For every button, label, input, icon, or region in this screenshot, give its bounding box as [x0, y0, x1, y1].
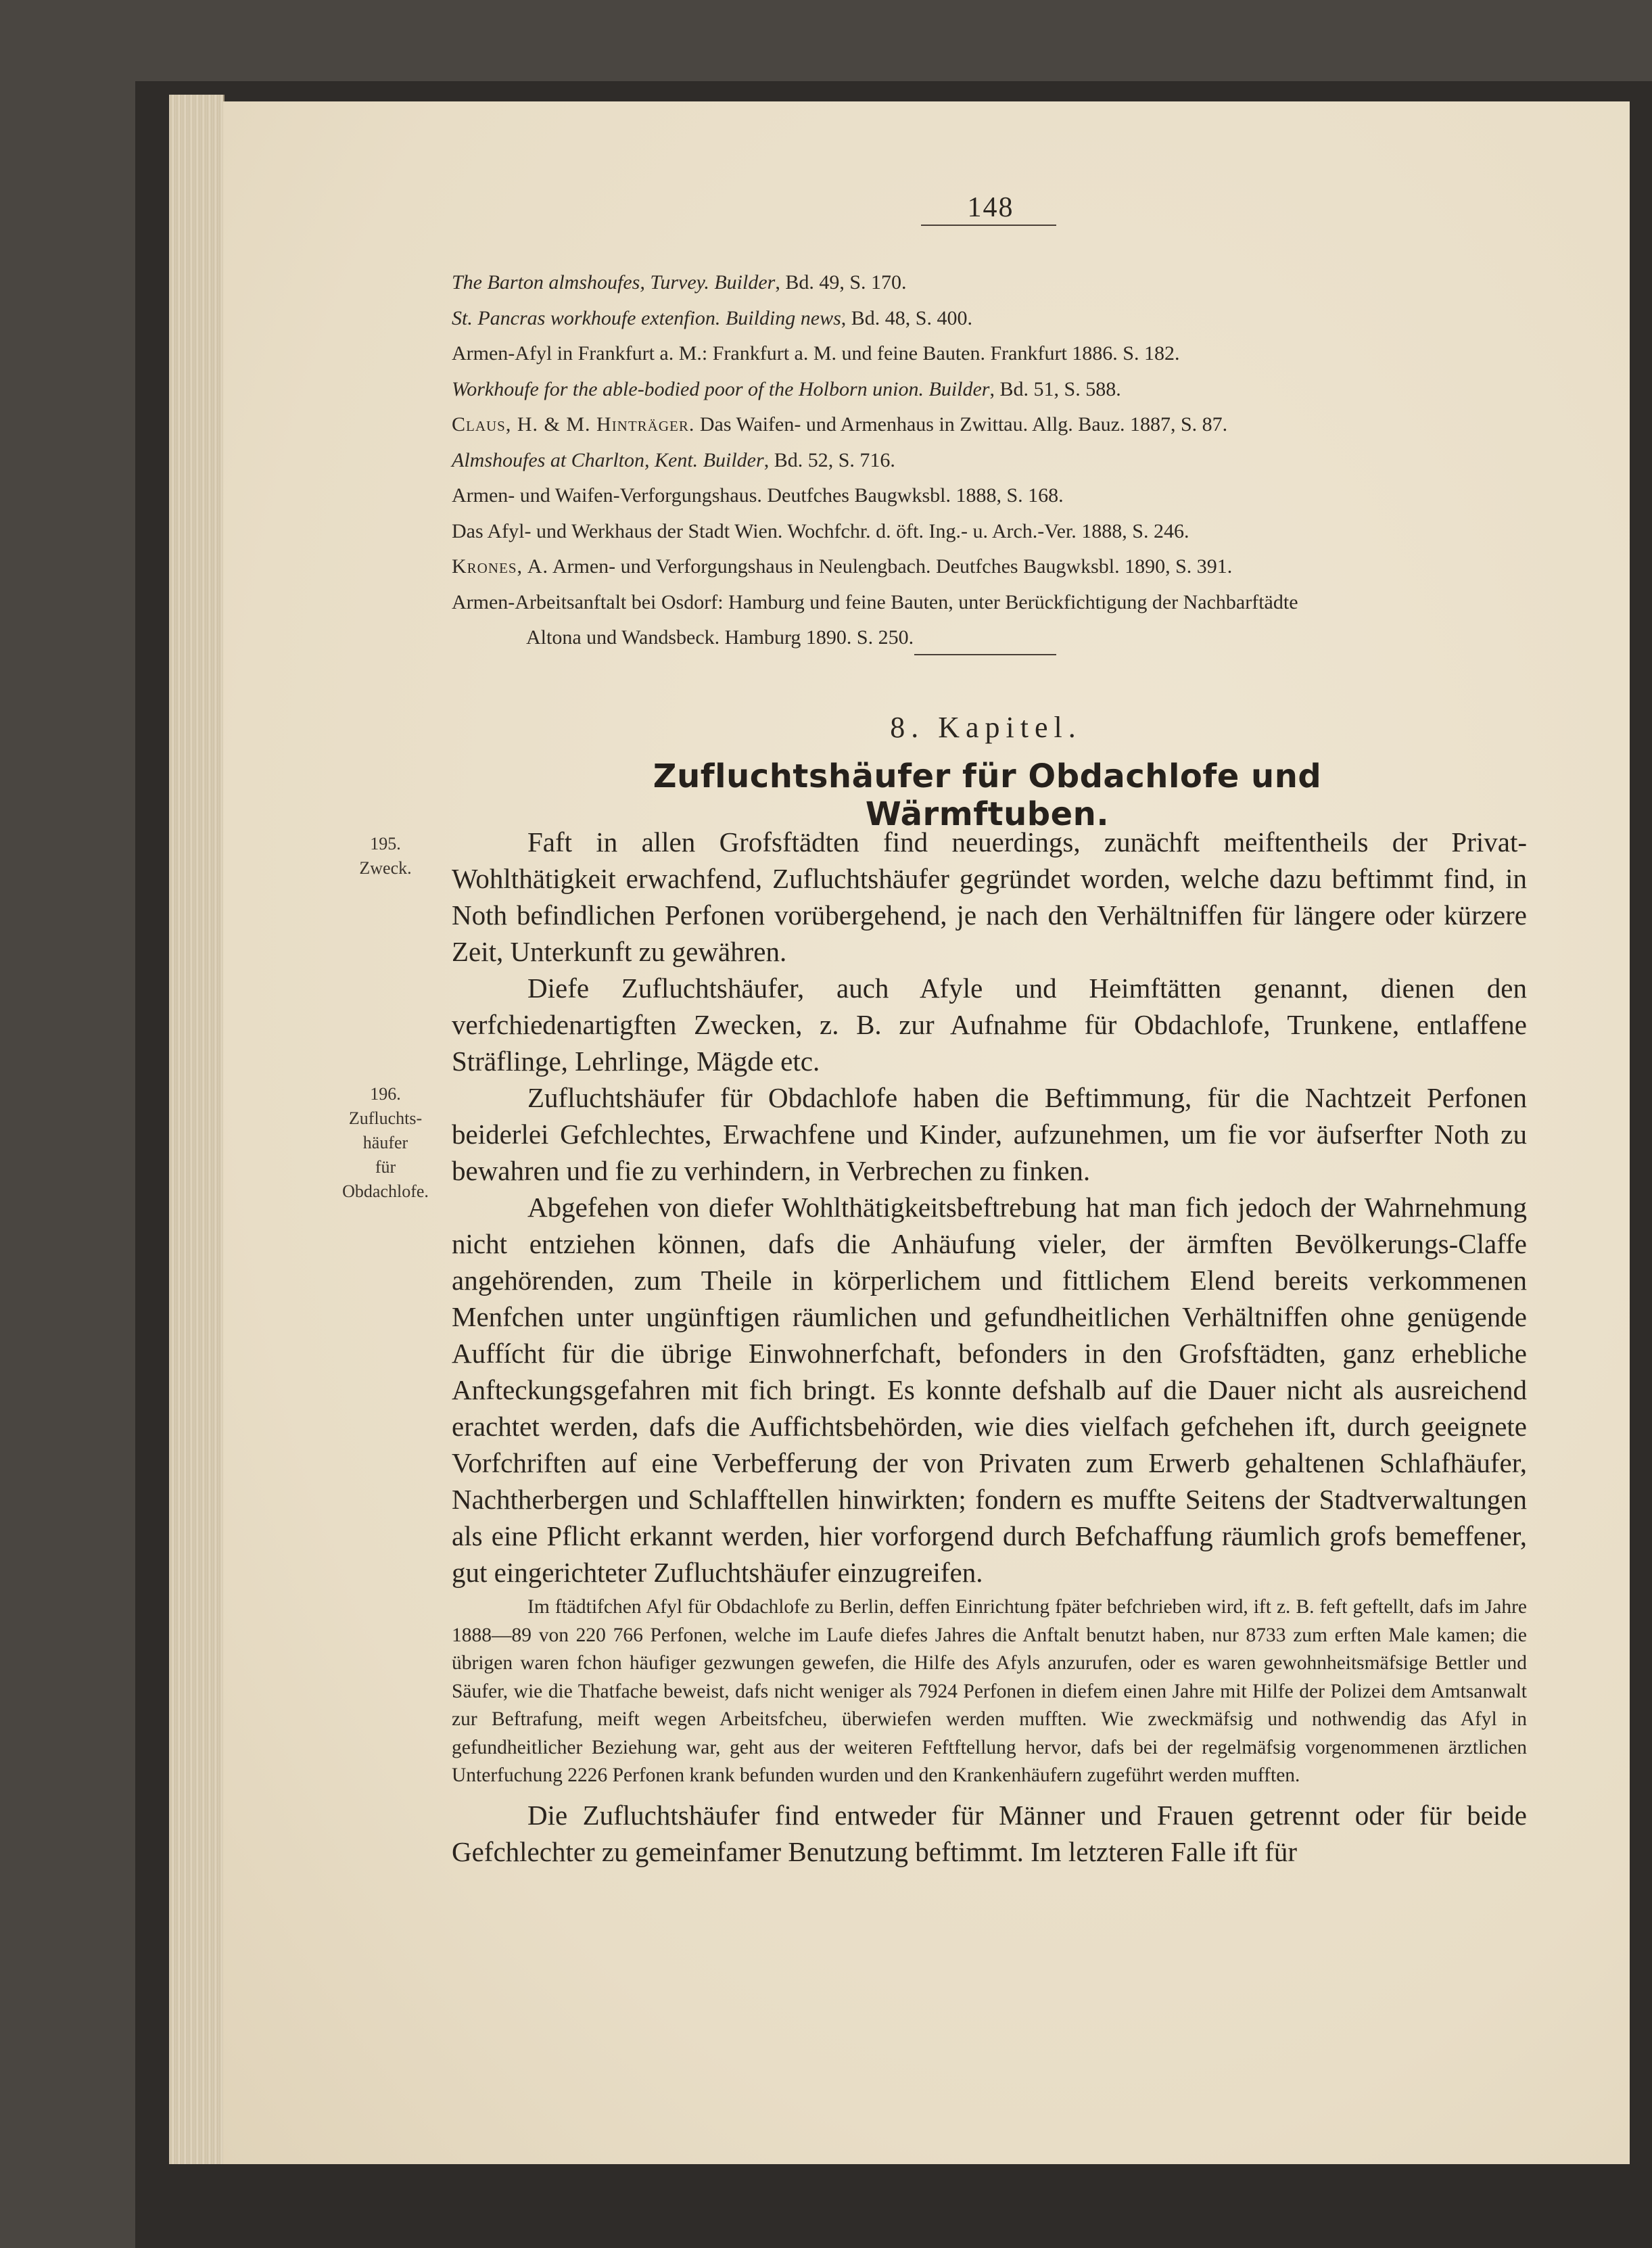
reference-text: Builder [928, 377, 990, 400]
reference-entry [452, 443, 1534, 479]
chapter-title: Zufluchtshäufer für Obdachlofe und Wärmftuben. [653, 757, 1322, 833]
margin-note-number: 196. [370, 1084, 401, 1104]
margin-note-text: häufer [362, 1133, 408, 1152]
reference-list [452, 265, 1534, 656]
page-number-rule [921, 225, 1056, 226]
reference-text: , Bd. 52, S. 716. [763, 448, 895, 471]
reference-text: Almshoufes at Charlton, Kent. [452, 448, 699, 471]
main-text [452, 824, 1527, 1870]
reference-entry [452, 336, 1534, 372]
body-paragraph: Abgefehen von diefer Wohlthätigkeitsbeftrebung hat man fich jedoch der Wahrnehmung nicht entziehen können, dafs die Anhäufung vieler, der ärmften Bevölkerungs-Claffe angehörenden, zum Theile in körperlichem und fittlichem Elend bereits verkommenen Menfchen unter ungünftigen räumlichen und gefundheitlichen Verhältniffen ohne genügende Auffícht für die übrige Einwohnerfchaft, befonders in den Grofsftädten, ganz erhebliche Anfteckungsgefahren mit fich bringt. Es konnte defshalb auf die Dauer nicht als ausreichend erachtet werden, dafs die Auffichtsbehörden, wie dies vielfach gefchehen ift, durch geeignete Vorfchriften auf eine Verbefferung der von Privaten zum Erwerb gehaltenen Schlafhäufer, Nachtherbergen und Schlafftellen hinwirkten; fondern es muffte Seitens der Stadtverwaltungen als eine Pflicht erkannt werden, hier vorforgend durch Befchaffung räumlich grofs bemeffener, gut eingerichteter Zufluchtshäufer einzugreifen. [452, 1192, 1527, 1588]
reference-text: Armen- und Verforgungshaus in Neulengbach. Deutfches Baugwksbl. 1890, S. 391. [548, 555, 1233, 578]
reference-text: Das Afyl- und Werkhaus der Stadt Wien. Wochfchr. d. öft. Ing.- u. Arch.-Ver. 1888, S. 246. [452, 519, 1189, 542]
page-number: 148 [967, 192, 1014, 223]
reference-text: Workhoufe for the able-bodied poor of the Holborn union. [452, 377, 924, 400]
reference-entry [452, 620, 1534, 656]
reference-text: Armen-Afyl in Frankfurt a. M.: Frankfurt a. M. und feine Bauten. Frankfurt 1886. S. 182. [452, 342, 1180, 365]
reference-entry [452, 265, 1534, 301]
reference-text: Altona und Wandsbeck. Hamburg 1890. S. 250. [526, 626, 914, 649]
reference-text: St. Pancras workhoufe extenfion. [452, 306, 721, 329]
margin-note-text: Obdachlofe. [342, 1181, 429, 1201]
body-paragraph: Die Zufluchtshäufer find entweder für Männer und Frauen getrennt oder für beide Gefchlechter zu gemeinfamer Benutzung beftimmt. Im letzteren Falle ift für [452, 1799, 1527, 1867]
margin-note-196 [318, 1082, 453, 1204]
reference-entry [452, 585, 1534, 621]
reference-text: , Bd. 51, S. 588. [989, 377, 1121, 400]
reference-text: Armen- und Waifen-Verforgungshaus. Deutfches Baugwksbl. 1888, S. 168. [452, 484, 1064, 507]
reference-text: Das Waifen- und Armenhaus in Zwittau. Allg. Bauz. 1887, S. 87. [694, 413, 1228, 436]
reference-text: Building news [725, 306, 841, 329]
body-paragraph: Faft in allen Grofsftädten find neuerdings, zunächft meiftentheils der Privat-Wohlthätigkeit erwachfend, Zufluchtshäufer gegründet worden, welche dazu beftimmt find, in Noth befindlichen Perfonen vorübergehend, je nach den Verhältniffen für längere oder kürzere Zeit, Unterkunft zu gewähren. [452, 826, 1527, 967]
chapter-number: 8. Kapitel. [890, 711, 1082, 744]
reference-text: Builder [703, 448, 764, 471]
reference-text: , Bd. 48, S. 400. [841, 306, 972, 329]
reference-entry [452, 514, 1534, 550]
reference-text: Claus, H. & M. Hinträger. [452, 413, 695, 436]
margin-note-text: Zufluchts- [348, 1108, 423, 1128]
reference-text [698, 449, 703, 471]
reference-text [924, 378, 929, 400]
margin-note-text: Zweck. [359, 858, 412, 878]
page-stack-edge [169, 95, 225, 2164]
small-print-paragraph: Im ftädtifchen Afyl für Obdachlofe zu Berlin, deffen Einrichtung fpäter befchrieben wird, ift z. B. feft geftellt, dafs im Jahre 1888—89 von 220 766 Perfonen, welche im Laufe diefes Jahres die Anftalt benutzt haben, nur 8733 zum erften Male kamen; die übrigen waren fchon häufiger gezwungen gewefen, die Hilfe des Afyls anzurufen, oder es waren gewohnheitsmäfsige Bettler und Säufer, wie die Thatfache beweist, dafs nicht weniger als 7924 Perfonen in diefem einen Jahre mit Hilfe der Polizei dem Amtsanwalt zur Beftrafung, meift wegen Arbeitsfcheu, überwiefen werden mufften. Wie zweckmäfsig und nothwendig das Afyl in gefundheitlicher Beziehung war, geht aus der weiteren Feftftellung hervor, dafs bei der regelmäfsig vorgenommenen ärztlichen Unterfuchung 2226 Perfonen krank befunden wurden und den Krankenhäufern zugeführt werden mufften. [452, 1596, 1527, 1786]
section-divider [914, 654, 1056, 655]
reference-text: Armen-Arbeitsanftalt bei Osdorf: Hamburg und feine Bauten, unter Berückfichtigung der Nachbarftädte [452, 590, 1298, 613]
reference-entry [452, 549, 1534, 585]
body-paragraph: Diefe Zufluchtshäufer, auch Afyle und Heimftätten genannt, dienen den verfchiedenartigften Zwecken, z. B. zur Aufnahme für Obdachlofe, Trunkene, entlaffene Sträflinge, Lehrlinge, Mägde etc. [452, 973, 1527, 1077]
margin-note-text: für [375, 1157, 396, 1177]
reference-text: Builder [714, 271, 776, 294]
margin-note-195 [318, 832, 453, 881]
reference-entry [452, 478, 1534, 514]
reference-text: , Bd. 49, S. 170. [775, 271, 907, 294]
reference-text: Krones, A. [452, 555, 549, 578]
reference-entry [452, 301, 1534, 337]
reference-text [720, 307, 726, 329]
margin-note-number: 195. [370, 834, 401, 853]
reference-text: The Barton almshoufes, Turvey. [452, 271, 709, 294]
reference-entry [452, 407, 1534, 443]
body-paragraph: Zufluchtshäufer für Obdachlofe haben die Beftimmung, für die Nachtzeit Perfonen beiderlei Gefchlechtes, Erwachfene und Kinder, aufzunehmen, um fie vor äufserfter Noth zu bewahren und fie zu verhindern, in Verbrechen zu finken. [452, 1082, 1527, 1186]
reference-entry [452, 372, 1534, 408]
